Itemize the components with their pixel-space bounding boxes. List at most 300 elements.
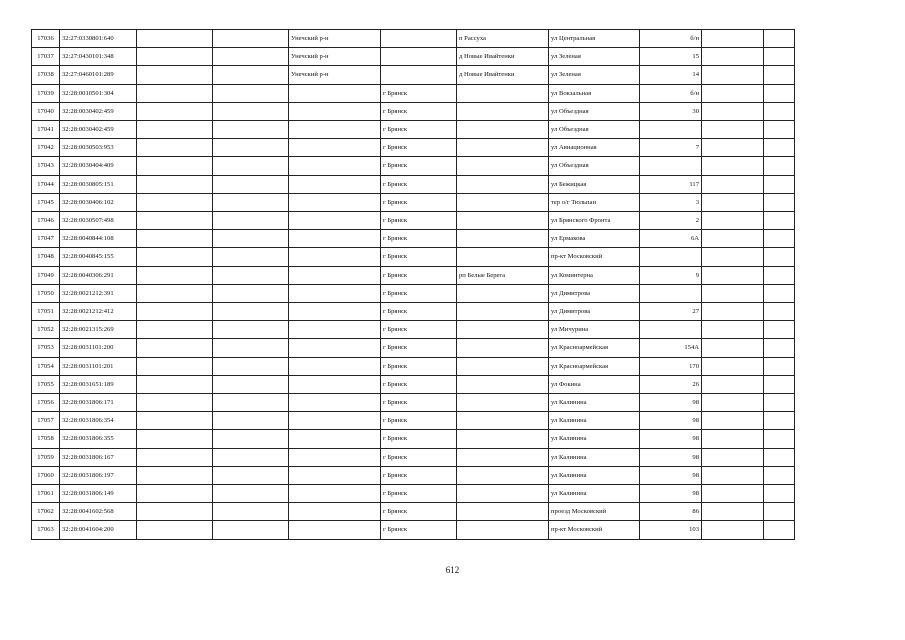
cell-cadastral-number: 32:28:0031101:200 — [60, 339, 137, 357]
cell-city: г Брянск — [381, 394, 457, 412]
cell-city: г Брянск — [381, 266, 457, 284]
cell-city: г Брянск — [381, 212, 457, 230]
cell-settlement — [457, 175, 549, 193]
cell-empty — [213, 412, 289, 430]
cell-empty — [137, 357, 213, 375]
cell-record-number: 17042 — [32, 139, 60, 157]
cell-empty — [137, 503, 213, 521]
table-row — [32, 466, 795, 484]
cell-city: г Брянск — [381, 157, 457, 175]
cell-city: г Брянск — [381, 139, 457, 157]
cell-empty — [137, 521, 213, 539]
cell-empty — [702, 266, 764, 284]
cell-empty — [213, 157, 289, 175]
cell-settlement — [457, 284, 549, 302]
cell-street: пр-кт Московский — [549, 248, 640, 266]
table-row — [32, 357, 795, 375]
cell-street: ул Объездная — [549, 157, 640, 175]
cell-empty — [702, 394, 764, 412]
cell-district — [289, 84, 381, 102]
cell-empty — [702, 503, 764, 521]
cell-house: 98 — [640, 394, 702, 412]
cell-empty — [702, 84, 764, 102]
cell-empty — [213, 430, 289, 448]
cell-house — [640, 321, 702, 339]
cell-empty — [702, 339, 764, 357]
cell-house — [640, 248, 702, 266]
cell-cadastral-number: 32:28:0021212:412 — [60, 303, 137, 321]
cell-empty — [764, 157, 795, 175]
cell-house: 170 — [640, 357, 702, 375]
cell-empty — [213, 84, 289, 102]
cell-empty — [702, 121, 764, 139]
cell-city: г Брянск — [381, 303, 457, 321]
cell-cadastral-number: 32:28:0031806:197 — [60, 466, 137, 484]
table-row — [32, 157, 795, 175]
cell-settlement — [457, 84, 549, 102]
cell-street: ул Объездная — [549, 121, 640, 139]
cell-city: г Брянск — [381, 357, 457, 375]
cell-record-number: 17038 — [32, 66, 60, 84]
cell-record-number: 17060 — [32, 466, 60, 484]
cell-house: 86 — [640, 503, 702, 521]
cell-settlement — [457, 466, 549, 484]
cell-city: г Брянск — [381, 412, 457, 430]
cell-district: Унечский р-н — [289, 48, 381, 66]
cell-empty — [764, 139, 795, 157]
cell-empty — [764, 284, 795, 302]
cell-street: ул Зеленая — [549, 48, 640, 66]
cell-empty — [764, 248, 795, 266]
cell-record-number: 17043 — [32, 157, 60, 175]
cell-record-number: 17055 — [32, 375, 60, 393]
cell-settlement — [457, 139, 549, 157]
cell-empty — [213, 248, 289, 266]
cell-empty — [764, 466, 795, 484]
table-row — [32, 212, 795, 230]
cell-empty — [213, 230, 289, 248]
cell-district — [289, 430, 381, 448]
cell-city: г Брянск — [381, 193, 457, 211]
cell-house: 98 — [640, 430, 702, 448]
page-number: 612 — [445, 565, 460, 575]
cell-street: ул Объездная — [549, 102, 640, 120]
cell-district — [289, 394, 381, 412]
cell-empty — [213, 339, 289, 357]
table-row — [32, 375, 795, 393]
cell-record-number: 17049 — [32, 266, 60, 284]
cell-cadastral-number: 32:28:0040844:108 — [60, 230, 137, 248]
cell-city: г Брянск — [381, 521, 457, 539]
cell-house: 6А — [640, 230, 702, 248]
cell-district — [289, 375, 381, 393]
cell-empty — [702, 175, 764, 193]
cell-district — [289, 102, 381, 120]
cell-empty — [764, 357, 795, 375]
cell-street: ул Вокзальная — [549, 84, 640, 102]
cell-street: ул Мичурина — [549, 321, 640, 339]
cell-settlement — [457, 375, 549, 393]
cell-house: 154А — [640, 339, 702, 357]
cell-empty — [702, 66, 764, 84]
cell-record-number: 17057 — [32, 412, 60, 430]
cell-empty — [702, 193, 764, 211]
cell-record-number: 17047 — [32, 230, 60, 248]
cell-settlement — [457, 102, 549, 120]
cell-settlement — [457, 412, 549, 430]
cell-city: г Брянск — [381, 102, 457, 120]
cell-district: Унечский р-н — [289, 66, 381, 84]
cell-settlement — [457, 212, 549, 230]
cell-record-number: 17058 — [32, 430, 60, 448]
cell-city: г Брянск — [381, 485, 457, 503]
cell-street: ул Димитрова — [549, 284, 640, 302]
cell-empty — [702, 248, 764, 266]
cell-settlement — [457, 230, 549, 248]
cell-settlement: д Новые Ивайтенки — [457, 48, 549, 66]
cell-cadastral-number: 32:28:0030402:459 — [60, 121, 137, 139]
cell-record-number: 17051 — [32, 303, 60, 321]
cell-record-number: 17054 — [32, 357, 60, 375]
cell-empty — [702, 212, 764, 230]
cell-empty — [213, 212, 289, 230]
table-row — [32, 430, 795, 448]
cell-cadastral-number: 32:28:0021315:269 — [60, 321, 137, 339]
cell-cadastral-number: 32:28:0030404:409 — [60, 157, 137, 175]
cell-empty — [137, 448, 213, 466]
cell-district — [289, 412, 381, 430]
cell-street: ул Ермакова — [549, 230, 640, 248]
cell-empty — [213, 284, 289, 302]
cell-city: г Брянск — [381, 430, 457, 448]
cell-record-number: 17039 — [32, 84, 60, 102]
cell-empty — [764, 412, 795, 430]
table-row — [32, 485, 795, 503]
cell-district — [289, 521, 381, 539]
cell-empty — [213, 102, 289, 120]
cell-street: ул Брянского Фронта — [549, 212, 640, 230]
cell-settlement — [457, 193, 549, 211]
cell-settlement — [457, 339, 549, 357]
cell-city: г Брянск — [381, 284, 457, 302]
cell-record-number: 17040 — [32, 102, 60, 120]
cell-cadastral-number: 32:27:0330801:640 — [60, 30, 137, 48]
table-row — [32, 84, 795, 102]
cell-empty — [137, 139, 213, 157]
cell-house: 14 — [640, 66, 702, 84]
cell-cadastral-number: 32:28:0010501:304 — [60, 84, 137, 102]
cell-district: Унечский р-н — [289, 30, 381, 48]
cell-street: ул Красноармейская — [549, 339, 640, 357]
cell-empty — [213, 66, 289, 84]
cell-empty — [137, 430, 213, 448]
cell-empty — [213, 485, 289, 503]
cell-empty — [213, 521, 289, 539]
cell-house — [640, 284, 702, 302]
cell-record-number: 17059 — [32, 448, 60, 466]
cell-empty — [702, 466, 764, 484]
table-row — [32, 139, 795, 157]
cell-street: ул Авиационная — [549, 139, 640, 157]
cell-city: г Брянск — [381, 375, 457, 393]
cell-district — [289, 121, 381, 139]
cell-record-number: 17062 — [32, 503, 60, 521]
cell-street: ул Калинина — [549, 466, 640, 484]
cell-empty — [764, 321, 795, 339]
cell-cadastral-number: 32:28:0030507:498 — [60, 212, 137, 230]
cell-settlement: п Рассуха — [457, 30, 549, 48]
cell-cadastral-number: 32:28:0030503:953 — [60, 139, 137, 157]
cell-empty — [137, 466, 213, 484]
cell-district — [289, 503, 381, 521]
cell-street: ул Калинина — [549, 394, 640, 412]
cell-empty — [213, 193, 289, 211]
cell-empty — [702, 30, 764, 48]
cell-empty — [137, 102, 213, 120]
cell-settlement — [457, 321, 549, 339]
cell-empty — [702, 284, 764, 302]
cell-district — [289, 157, 381, 175]
cell-record-number: 17041 — [32, 121, 60, 139]
table-row — [32, 394, 795, 412]
cell-record-number: 17050 — [32, 284, 60, 302]
cell-empty — [137, 175, 213, 193]
cell-empty — [137, 121, 213, 139]
table-row — [32, 66, 795, 84]
table-row — [32, 266, 795, 284]
table-row — [32, 48, 795, 66]
cell-settlement — [457, 303, 549, 321]
table-row — [32, 248, 795, 266]
cell-empty — [213, 266, 289, 284]
cell-district — [289, 212, 381, 230]
cell-empty — [213, 48, 289, 66]
cell-empty — [764, 30, 795, 48]
table-row — [32, 303, 795, 321]
cell-empty — [702, 375, 764, 393]
table-row — [32, 284, 795, 302]
cell-settlement — [457, 448, 549, 466]
cell-empty — [764, 230, 795, 248]
cell-empty — [764, 193, 795, 211]
cell-city: г Брянск — [381, 466, 457, 484]
cell-street: ул Фокина — [549, 375, 640, 393]
cell-city: г Брянск — [381, 84, 457, 102]
table-row — [32, 521, 795, 539]
cell-street: ул Калинина — [549, 448, 640, 466]
cell-empty — [764, 121, 795, 139]
cell-city: г Брянск — [381, 321, 457, 339]
cell-house: 7 — [640, 139, 702, 157]
table-row — [32, 321, 795, 339]
cell-street: ул Коминтерна — [549, 266, 640, 284]
cell-empty — [764, 394, 795, 412]
cell-empty — [137, 248, 213, 266]
cell-street: ул Бежицкая — [549, 175, 640, 193]
cell-empty — [213, 121, 289, 139]
cell-city: г Брянск — [381, 248, 457, 266]
cell-district — [289, 303, 381, 321]
cell-empty — [137, 339, 213, 357]
cell-empty — [764, 66, 795, 84]
cell-street: ул Красноармейская — [549, 357, 640, 375]
cell-empty — [764, 212, 795, 230]
cell-empty — [213, 175, 289, 193]
cell-house: 98 — [640, 448, 702, 466]
cell-empty — [213, 466, 289, 484]
cell-street: ул Калинина — [549, 485, 640, 503]
cell-empty — [764, 48, 795, 66]
cell-empty — [702, 357, 764, 375]
cell-empty — [137, 30, 213, 48]
cell-house: 27 — [640, 303, 702, 321]
cell-empty — [137, 212, 213, 230]
cell-settlement — [457, 521, 549, 539]
cell-house: 2 — [640, 212, 702, 230]
cell-empty — [213, 30, 289, 48]
cell-cadastral-number: 32:28:0041604:200 — [60, 521, 137, 539]
cell-empty — [764, 175, 795, 193]
cell-district — [289, 339, 381, 357]
cell-cadastral-number: 32:27:0460101:289 — [60, 66, 137, 84]
cell-settlement — [457, 430, 549, 448]
cell-empty — [764, 102, 795, 120]
cell-empty — [702, 230, 764, 248]
cell-district — [289, 466, 381, 484]
cell-record-number: 17061 — [32, 485, 60, 503]
table-row — [32, 121, 795, 139]
cell-settlement — [457, 503, 549, 521]
cell-empty — [137, 303, 213, 321]
cell-record-number: 17063 — [32, 521, 60, 539]
cell-street: ул Димитрова — [549, 303, 640, 321]
cell-district — [289, 193, 381, 211]
table-row — [32, 448, 795, 466]
cell-street: проезд Московский — [549, 503, 640, 521]
cell-street: ул Центральная — [549, 30, 640, 48]
cell-district — [289, 485, 381, 503]
cell-district — [289, 321, 381, 339]
cell-empty — [764, 521, 795, 539]
cell-house: б/н — [640, 84, 702, 102]
cell-city — [381, 66, 457, 84]
table-row — [32, 503, 795, 521]
cell-street: тер о/г Тюльпан — [549, 193, 640, 211]
cell-empty — [137, 412, 213, 430]
registry-table — [31, 29, 795, 540]
cell-city: г Брянск — [381, 448, 457, 466]
table-row — [32, 193, 795, 211]
cell-district — [289, 230, 381, 248]
registry-body — [32, 30, 795, 540]
cell-street: ул Калинина — [549, 412, 640, 430]
cell-record-number: 17053 — [32, 339, 60, 357]
cell-cadastral-number: 32:28:0030402:459 — [60, 102, 137, 120]
cell-empty — [702, 521, 764, 539]
cell-empty — [764, 303, 795, 321]
cell-record-number: 17046 — [32, 212, 60, 230]
cell-empty — [213, 321, 289, 339]
cell-district — [289, 175, 381, 193]
cell-city: г Брянск — [381, 339, 457, 357]
cell-record-number: 17056 — [32, 394, 60, 412]
cell-house: 15 — [640, 48, 702, 66]
cell-district — [289, 248, 381, 266]
cell-settlement: рп Белые Берега — [457, 266, 549, 284]
cell-settlement: д Новые Ивайтенки — [457, 66, 549, 84]
cell-house — [640, 157, 702, 175]
cell-empty — [702, 303, 764, 321]
cell-empty — [702, 157, 764, 175]
cell-record-number: 17045 — [32, 193, 60, 211]
cell-house: 98 — [640, 466, 702, 484]
table-row — [32, 175, 795, 193]
cell-cadastral-number: 32:28:0031806:171 — [60, 394, 137, 412]
cell-street: ул Калинина — [549, 430, 640, 448]
table-row — [32, 30, 795, 48]
cell-empty — [213, 303, 289, 321]
cell-record-number: 17036 — [32, 30, 60, 48]
cell-house: 26 — [640, 375, 702, 393]
cell-cadastral-number: 32:28:0030805:151 — [60, 175, 137, 193]
cell-empty — [702, 321, 764, 339]
cell-empty — [137, 84, 213, 102]
cell-empty — [137, 394, 213, 412]
cell-cadastral-number: 32:28:0031806:354 — [60, 412, 137, 430]
cell-empty — [702, 430, 764, 448]
cell-empty — [137, 284, 213, 302]
cell-settlement — [457, 394, 549, 412]
cell-house: 103 — [640, 521, 702, 539]
cell-city: г Брянск — [381, 230, 457, 248]
cell-empty — [213, 139, 289, 157]
cell-settlement — [457, 157, 549, 175]
cell-empty — [764, 266, 795, 284]
cell-empty — [764, 339, 795, 357]
cell-record-number: 17037 — [32, 48, 60, 66]
cell-empty — [764, 84, 795, 102]
cell-district — [289, 357, 381, 375]
cell-empty — [137, 375, 213, 393]
cell-cadastral-number: 32:28:0030406:102 — [60, 193, 137, 211]
cell-empty — [213, 394, 289, 412]
cell-empty — [702, 102, 764, 120]
cell-cadastral-number: 32:28:0040845:155 — [60, 248, 137, 266]
cell-empty — [137, 321, 213, 339]
cell-empty — [702, 48, 764, 66]
cell-house: 98 — [640, 485, 702, 503]
cell-house — [640, 121, 702, 139]
table-row — [32, 102, 795, 120]
cell-empty — [764, 375, 795, 393]
cell-cadastral-number: 32:27:0430101:348 — [60, 48, 137, 66]
cell-district — [289, 284, 381, 302]
cell-empty — [213, 375, 289, 393]
cell-settlement — [457, 121, 549, 139]
cell-empty — [213, 357, 289, 375]
cell-house: б/н — [640, 30, 702, 48]
cell-empty — [764, 448, 795, 466]
cell-empty — [702, 139, 764, 157]
cell-empty — [137, 266, 213, 284]
cell-empty — [702, 448, 764, 466]
cell-cadastral-number: 32:28:0040306:291 — [60, 266, 137, 284]
cell-cadastral-number: 32:28:0031806:355 — [60, 430, 137, 448]
cell-city: г Брянск — [381, 121, 457, 139]
cell-cadastral-number: 32:28:0031806:167 — [60, 448, 137, 466]
cell-empty — [213, 503, 289, 521]
cell-empty — [137, 157, 213, 175]
